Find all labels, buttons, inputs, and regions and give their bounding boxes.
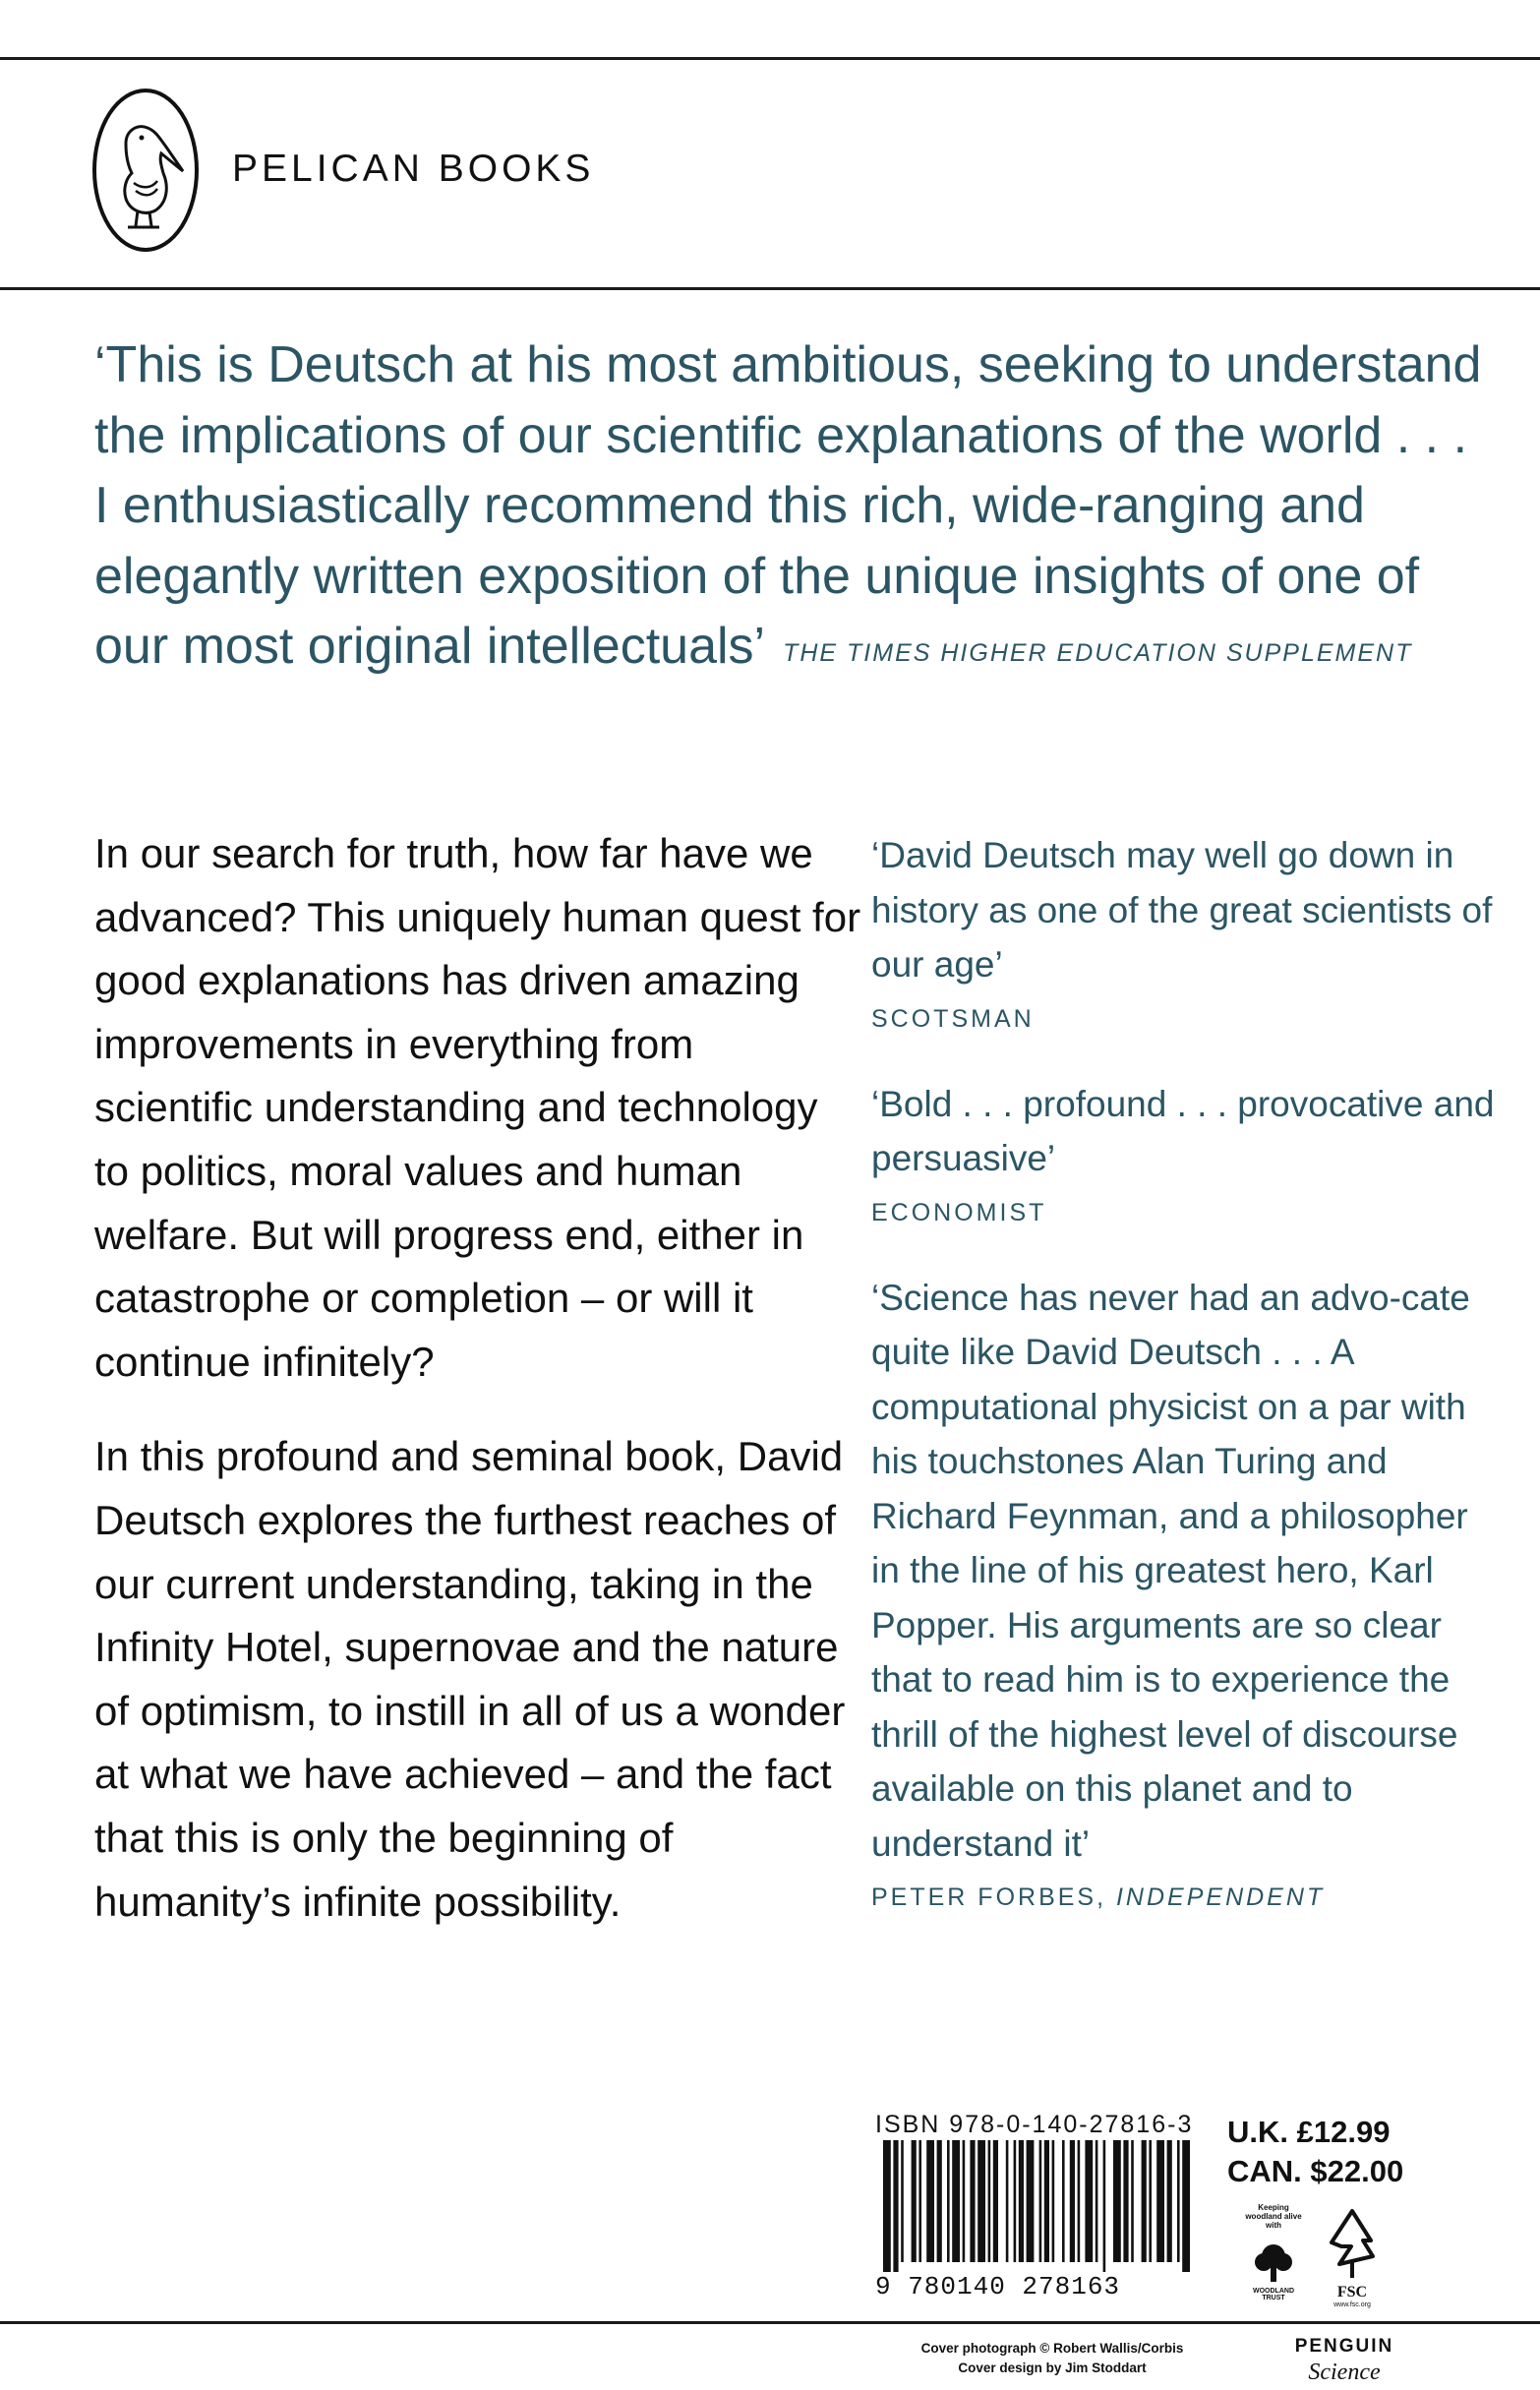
barcode-bar xyxy=(893,2140,898,2272)
lead-quote-text: ‘This is Deutsch at his most ambitious, seeking to understand the implications of our scientific explanations of the world . . . I enthusiastically recommend this rich, wide-ranging and elegantly written exposition of the unique insights of one of our most original intellectuals’ xyxy=(94,336,1482,675)
barcode-bar xyxy=(1062,2140,1065,2262)
barcode-bar xyxy=(1070,2140,1075,2262)
tree-icon xyxy=(1241,2239,1306,2288)
book-blurb xyxy=(94,822,861,1934)
fsc-url: www.fsc.org xyxy=(1333,2301,1371,2308)
barcode-bar xyxy=(1027,2140,1035,2262)
review-source-name: ECONOMIST xyxy=(871,1198,1047,1226)
barcode-bar xyxy=(1019,2140,1024,2262)
barcode-bar xyxy=(1123,2140,1128,2262)
lead-quote-source: THE TIMES HIGHER EDUCATION SUPPLEMENT xyxy=(783,639,1413,667)
review-source-name: SCOTSMAN xyxy=(871,1004,1035,1033)
barcode-bar xyxy=(1131,2140,1134,2262)
pelican-logo-icon xyxy=(90,87,201,254)
review-item xyxy=(871,828,1501,1036)
barcode-bar xyxy=(1085,2140,1093,2262)
photo-credit: Cover photograph © Robert Wallis/Corbis xyxy=(920,2341,1184,2356)
review-source-name: PETER FORBES, xyxy=(871,1883,1116,1911)
review-source-publication: INDEPENDENT xyxy=(1115,1883,1326,1911)
barcode-bar xyxy=(1149,2140,1152,2262)
woodland-brand: WOODLAND TRUST xyxy=(1253,2288,1294,2301)
barcode-bar xyxy=(901,2140,904,2262)
publisher-brand: PELICAN BOOKS xyxy=(232,148,595,190)
barcode-bar xyxy=(970,2140,975,2262)
barcode-bar xyxy=(1167,2140,1172,2262)
price-uk: U.K. £12.99 xyxy=(1227,2115,1391,2149)
barcode-bar xyxy=(1182,2140,1190,2272)
review-source xyxy=(871,1196,1501,1229)
barcode-bar xyxy=(1052,2140,1055,2262)
fsc-tree-icon xyxy=(1318,2203,1387,2282)
design-credit: Cover design by Jim Stoddart xyxy=(958,2360,1147,2375)
fsc-logo xyxy=(1318,2203,1387,2311)
barcode-bar xyxy=(993,2140,998,2262)
imprint-name: PENGUIN xyxy=(1294,2336,1394,2357)
review-source xyxy=(871,1881,1501,1914)
barcode-bar xyxy=(926,2140,934,2262)
barcode-bar xyxy=(1044,2140,1049,2262)
barcode-bar xyxy=(1096,2140,1098,2262)
bottom-rule xyxy=(0,2321,1540,2324)
barcode-bar xyxy=(1078,2140,1081,2262)
imprint-series: Science xyxy=(1308,2360,1381,2385)
blurb-paragraph-2: In this profound and seminal book, David Deutsch explores the furthest reaches of our current understanding, taking in the Infinity Hotel, supernovae and the nature of optimism, to instill in all of us a wonder at what we have achieved – and the fact that this is only the beginning of humanity’s infinite possibility. xyxy=(94,1433,846,1925)
barcode-bar xyxy=(1156,2140,1164,2262)
barcode-bar xyxy=(952,2140,960,2262)
cover-credits xyxy=(885,2339,1219,2378)
review-item xyxy=(871,1271,1501,1915)
blurb-paragraph-1: In our search for truth, how far have we advanced? This uniquely human quest for good explanations has driven amazing improvements in everything from scientific understanding and technology to politics, moral values and human welfare. But will progress end, either in catastrophe or completion – or will it continue infinitely? xyxy=(94,830,861,1385)
woodland-trust-logo xyxy=(1241,2203,1306,2311)
barcode-bar xyxy=(947,2140,950,2262)
barcode-bar xyxy=(1014,2140,1017,2262)
barcode-bar xyxy=(937,2140,942,2262)
barcode-bar xyxy=(988,2140,991,2262)
barcode-bar xyxy=(977,2140,985,2262)
woodland-tagline: Keeping woodland alive with xyxy=(1245,2203,1302,2230)
top-rule xyxy=(0,57,1540,60)
barcode-bar xyxy=(1103,2140,1106,2272)
barcode-bar xyxy=(1006,2140,1009,2262)
barcode xyxy=(875,2140,1200,2272)
price-can: CAN. $22.00 xyxy=(1227,2154,1404,2188)
fsc-label: FSC xyxy=(1336,2284,1368,2300)
imprint-logo xyxy=(1261,2335,1428,2386)
barcode-bar xyxy=(918,2140,921,2262)
barcode-bar xyxy=(912,2140,917,2262)
review-quote: ‘Science has never had an advo-cate quite like David Deutsch . . . A computational physicist on a par with his touchstones Alan Turing and Richard Feynman, and a philosopher in the line of his greatest hero, Karl Popper. His arguments are so clear that to read him is to experience the thrill of the highest level of discourse available on this planet and to understand it’ xyxy=(871,1277,1470,1864)
review-column xyxy=(871,828,1501,1914)
header-rule xyxy=(0,287,1540,290)
review-source xyxy=(871,1002,1501,1036)
review-item xyxy=(871,1077,1501,1229)
review-quote: ‘Bold . . . profound . . . provocative and persuasive’ xyxy=(871,1083,1495,1178)
barcode-bar xyxy=(883,2140,891,2272)
lead-quote xyxy=(94,330,1491,689)
barcode-bar xyxy=(1113,2140,1121,2262)
barcode-bar xyxy=(1142,2140,1147,2262)
barcode-digits: 9 780140 278163 xyxy=(875,2272,1121,2301)
barcode-bar xyxy=(1177,2140,1180,2262)
isbn-label: ISBN 978-0-140-27816-3 xyxy=(875,2111,1194,2138)
barcode-bar xyxy=(1039,2140,1042,2262)
barcode-bar xyxy=(963,2140,966,2262)
review-quote: ‘David Deutsch may well go down in history as one of the great scientists of our age’ xyxy=(871,835,1493,985)
